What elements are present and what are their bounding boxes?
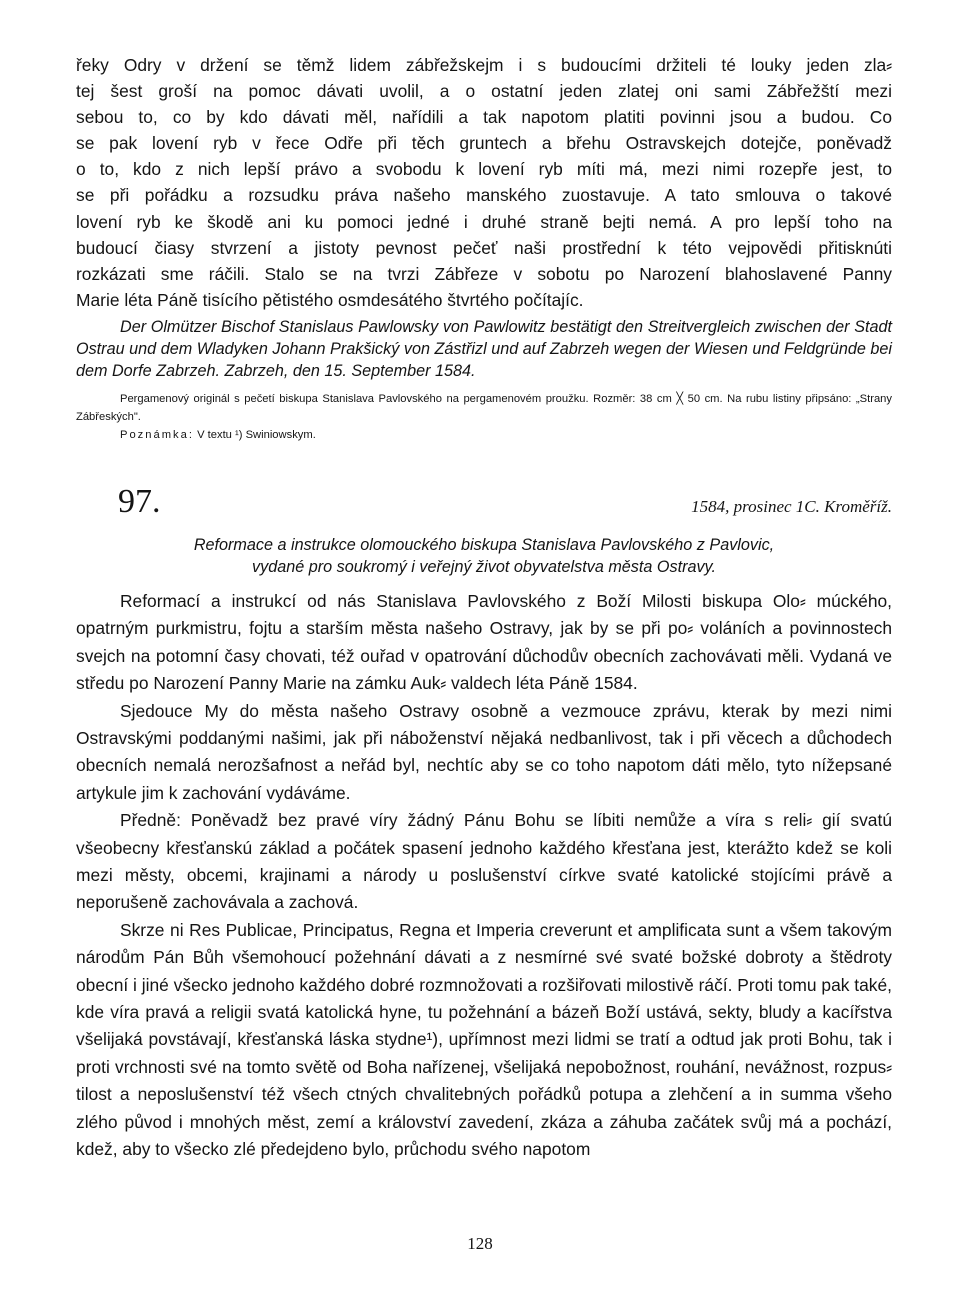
text-line: se pak lovení ryb v řece Odře při těch gruntech a břehu Ostravskejch dotejče, poněvadž	[76, 133, 892, 154]
page-content	[76, 52, 892, 1163]
text-line: Marie léta Páně tisícího pětistého osmdesátého štvrtého počítajíc.	[76, 289, 584, 310]
heading-line: vydané pro soukromý i veřejný život obyvatelstva města Ostravy.	[252, 557, 716, 576]
text-line: tej šest groší na pomoc dávati uvolil, a o ostatní jeden zlatej oni sami Zábřežští mezi	[76, 81, 892, 102]
source-note	[76, 390, 892, 444]
text-line: rozkázati sme ráčili. Stalo se na tvrzi Zábřeze v sobotu po Narození blahoslavené Panny	[76, 263, 892, 284]
document-date-place: 1584, prosinec 1C. Kroměříž.	[691, 496, 892, 516]
german-summary: Der Olmützer Bischof Stanislaus Pawlowsky von Pawlowitz bestätigt den Streitvergleich zwischen der Stadt Ostrau und dem Wladyken Johann Prakšický von Zástřizl und auf Zabrzeh wegen der Wiesen und Feldgründe bei dem Dorfe Zabrzeh. Zabrzeh, den 15. September 1584.	[76, 317, 892, 380]
source-description: Pergamenový originál s pečetí biskupa Stanislava Pavlovského na pergamenovém proužku. Rozměr: 38 cm ╳ 50 cm. Na rubu listiny připsáno: „Strany Zábřeských".	[76, 392, 892, 423]
document-heading	[76, 534, 892, 578]
text-line: o to, kdo z nich lepší právo a svobodu k lovení ryb míti má, mezi nimi rozepře jest, to	[76, 159, 892, 180]
body-paragraph: Skrze ni Res Publicae, Principatus, Regna et Imperia creverunt et amplificata sunt a všem takovým národům Pán Bůh všemohoucí požehnání dávati a z nesmírné své svaté božské dobroty a štědroty obecní i jiné všecko jednoho každého dobré rozmnožovati a rozšiřovati milostivě ráčí. Proti tomu pak také, kde víra pravá a religii svatá katolická hyne, tu požehnání a bázeň Boží ustává, sekty, bludy a kacířstva všelijaká povstávají, křesťanská láska stydne¹), upřímnost mezi lidmi se tratí a odtud jak proti Bohu, tak i proti vrchnosti své na tomto světě od Boha nařízenej, všelijaká nepobožnost, rouhání, nevážnost, rozpus⸗ tilost a neposlušenství též všech ctných chvalitebných pořádků potupa a zlehčení a in summa všeho zlého původ i mnohých měst, zemí a království zavedení, zkáza a záhuba začátek svůj má a pochází, kdež, aby to všecko zlé předejdeno bylo, průchodu svého napotom	[76, 919, 892, 1160]
document-header	[76, 484, 892, 520]
body-paragraph: Předně: Poněvadž bez pravé víry žádný Pánu Bohu se líbiti nemůže a víra s reli⸗ gií svatú všeobecny křesťanskú základ a počátek spasení jednoho každého křesťana jest, kterážto kdež se koli mezi městy, obcemi, krajinami a národy u poslušenství církve svaté katolické stojícími právě a neporušeně zachovávala a zachová.	[76, 810, 892, 913]
text-line: se při pořádku a rozsudku práva našeho manského zuostavuje. A tato smlouva o takové	[76, 185, 892, 206]
footnote	[76, 426, 892, 444]
document-body	[76, 588, 892, 1164]
body-paragraph: Reformací a instrukcí od nás Stanislava Pavlovského z Boží Milosti biskupa Olo⸗ múckého, opatrným purkmistru, fojtu a starším města našeho Ostravy, jak by se při po⸗ voláních a povinnostech svejch na potomní časy chovati, též ouřad v opatrování důchodův obecních zachovávati měli. Vydaná ve středu po Narození Panny Marie na zámku Auk⸗ valdech léta Páně 1584.	[76, 590, 892, 694]
text-line: lovení ryb ke škodě ani ku pomoci jedné i druhé straně bejti nemá. A pro lepší toho na	[76, 211, 892, 232]
previous-document-continuation	[76, 52, 892, 313]
footnote-text: V textu ¹) Swiniowskym.	[193, 428, 316, 441]
page-number: 128	[467, 1234, 493, 1253]
body-paragraph: Sjedouce My do města našeho Ostravy osobně a vezmouce zprávu, kterak by mezi nimi Ostravskými poddanými našimi, jak při náboženství nějaká nedbanlivost, tak i při věcech a důchodech obecních nemalá nerozšafnost a neřád byl, nechtíc aby se co toho napotom dáti mělo, tyto nížepsané artykule jim k zachování vydáváme.	[76, 700, 892, 803]
heading-line: Reformace a instrukce olomouckého biskupa Stanislava Pavlovského z Pavlovic,	[193, 535, 775, 554]
text-line: budoucí čiasy stvrzení a jistoty pevnost pečeť naši prostřední k této vejpovědi přitisknúti	[76, 237, 892, 258]
text-line: řeky Odry v držení se těmž lidem zábřežskejm i s budoucími držiteli té louky jeden zla⸗	[76, 55, 892, 75]
text-line: sebou to, co by kdo dávati měl, nařídili a tak napotom platiti povinni jsou a budou. Co	[76, 107, 892, 128]
footnote-label: Poznámka:	[120, 428, 194, 441]
document-number: 97.	[118, 482, 161, 520]
